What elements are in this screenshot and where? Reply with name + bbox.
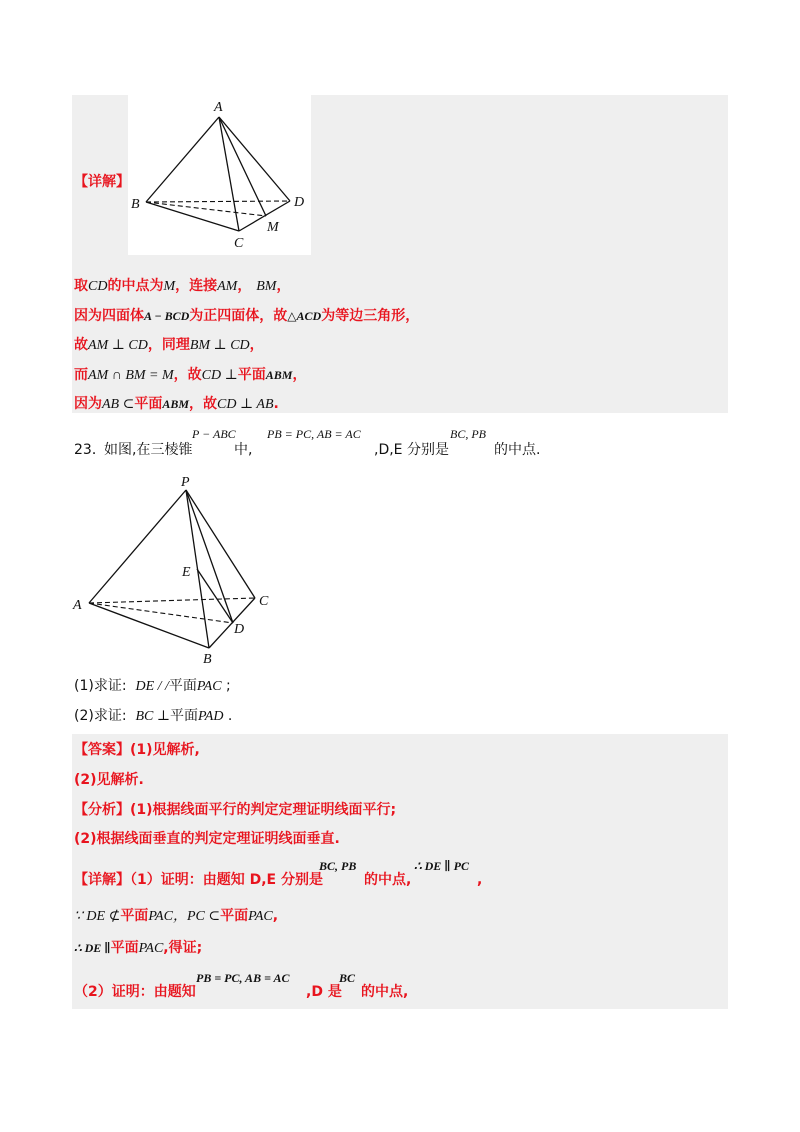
text: 故 bbox=[74, 337, 88, 353]
text: . bbox=[273, 396, 279, 412]
text: 【详解】（1）证明：由题知 D,E 分别是 bbox=[74, 872, 323, 888]
text: , bbox=[477, 872, 483, 888]
math: BC, PB bbox=[450, 427, 486, 441]
question-23-part2 bbox=[74, 706, 232, 727]
text: ，连接 bbox=[175, 278, 218, 294]
text: 中, bbox=[234, 442, 253, 458]
vertex-label-P: P bbox=[181, 475, 190, 490]
text: ; bbox=[226, 678, 231, 694]
detail2-line1 bbox=[74, 858, 594, 892]
vertex-label-B: B bbox=[131, 197, 140, 212]
math: P − ABC bbox=[192, 427, 236, 441]
text: , bbox=[272, 908, 279, 924]
text: 平面 bbox=[134, 396, 163, 412]
text: . bbox=[227, 708, 233, 724]
solution1-line3 bbox=[74, 335, 264, 356]
vertex-label-C: C bbox=[259, 594, 269, 609]
text: ， bbox=[237, 278, 252, 294]
math: BC, PB bbox=[319, 859, 357, 873]
math: ∵ DE ⊄ bbox=[74, 909, 121, 924]
text: 的中点. bbox=[494, 442, 541, 458]
text: 因为 bbox=[74, 396, 102, 412]
solution1-line4 bbox=[74, 365, 306, 386]
answer-line-1: 【答案】(1)见解析, bbox=[74, 742, 200, 758]
text: 因为四面体 bbox=[74, 308, 144, 324]
math: △ACD bbox=[287, 309, 322, 323]
text: ,得证; bbox=[163, 940, 203, 956]
math: AM ⊥ CD bbox=[88, 338, 148, 353]
answer-line-2: (2)见解析. bbox=[74, 772, 144, 788]
text: 取 bbox=[74, 278, 88, 294]
math: PAC bbox=[248, 909, 273, 924]
text: ，同理 bbox=[147, 337, 190, 353]
question-23-stem bbox=[74, 428, 634, 468]
question-23-part1 bbox=[74, 676, 231, 697]
text: 为等边三角形， bbox=[321, 308, 420, 324]
math: ABM bbox=[265, 368, 293, 382]
text: ， bbox=[276, 278, 291, 294]
math: A − BCD bbox=[144, 309, 190, 323]
math: PB = PC, AB = AC bbox=[196, 971, 290, 985]
text: ， bbox=[249, 337, 264, 353]
vertex-label-E: E bbox=[182, 565, 191, 580]
detail2-line2 bbox=[74, 906, 278, 927]
text: 的中点为 bbox=[107, 278, 164, 294]
math: PAC，PC ⊂ bbox=[148, 909, 221, 924]
text: 平面 bbox=[120, 908, 149, 924]
text: ，故 bbox=[189, 396, 218, 412]
text: 平面 bbox=[170, 708, 199, 724]
math: BM bbox=[256, 279, 277, 294]
text: 平面 bbox=[220, 908, 249, 924]
vertex-label-A: A bbox=[214, 100, 223, 115]
solution1-line2 bbox=[74, 306, 419, 326]
math: PAC bbox=[138, 941, 164, 956]
vertex-label-B: B bbox=[203, 652, 212, 667]
text: (1)求证: bbox=[74, 678, 127, 694]
solution1-line1 bbox=[74, 276, 290, 297]
text: ，故 bbox=[173, 367, 202, 383]
vertex-label-C: C bbox=[234, 236, 244, 251]
text: (2)求证: bbox=[74, 708, 127, 724]
math: ABM bbox=[162, 397, 190, 411]
question-number: 23． bbox=[74, 442, 106, 458]
math: PAC bbox=[196, 679, 222, 694]
text: 的中点, bbox=[364, 872, 412, 888]
tetrahedron-figure-1 bbox=[128, 95, 311, 255]
text: 平面 bbox=[237, 367, 266, 383]
detail2-line3 bbox=[74, 938, 202, 959]
text: 而 bbox=[74, 367, 88, 383]
analysis-line-2: (2)根据线面垂直的判定定理证明线面垂直. bbox=[74, 831, 340, 847]
analysis-line-1: 【分析】(1)根据线面平行的判定定理证明线面平行; bbox=[74, 802, 397, 818]
text: 平面 bbox=[110, 940, 139, 956]
vertex-label-M: M bbox=[267, 220, 279, 235]
text: （2）证明：由题知 bbox=[74, 984, 196, 1000]
text: 平面 bbox=[168, 678, 197, 694]
solution1-line5 bbox=[74, 394, 279, 415]
math: BC bbox=[339, 971, 356, 985]
math: DE / / bbox=[135, 679, 169, 694]
math: PB = PC, AB = AC bbox=[267, 427, 361, 441]
detail-tag-1: 【详解】 bbox=[74, 174, 130, 190]
triangular-pyramid-figure bbox=[70, 470, 285, 670]
vertex-label-A: A bbox=[73, 598, 82, 613]
math: CD ⊥ AB bbox=[217, 397, 274, 412]
vertex-label-D: D bbox=[294, 195, 305, 210]
math: PAD bbox=[198, 709, 224, 724]
text: ， bbox=[292, 367, 307, 383]
vertex-label-D: D bbox=[234, 622, 245, 637]
math: AM bbox=[217, 279, 238, 294]
math: CD bbox=[88, 279, 108, 294]
text: ,D 是 bbox=[306, 984, 342, 1000]
math: M bbox=[163, 279, 176, 294]
detail2-line4 bbox=[74, 966, 534, 1000]
math: BM ⊥ CD bbox=[189, 338, 250, 353]
math: ∴ DE ∥ PC bbox=[414, 859, 469, 873]
math: BC ⊥ bbox=[135, 709, 171, 724]
text: 为正四面体，故 bbox=[189, 308, 288, 324]
math: AB ⊂ bbox=[102, 397, 135, 412]
text: 的中点, bbox=[361, 984, 409, 1000]
text: ,D,E 分别是 bbox=[374, 442, 449, 458]
math: ∴ DE ∥ bbox=[74, 941, 111, 955]
math: AM ∩ BM = M bbox=[88, 368, 174, 383]
math: CD ⊥ bbox=[201, 368, 238, 383]
text: 如图,在三棱锥 bbox=[104, 442, 193, 458]
